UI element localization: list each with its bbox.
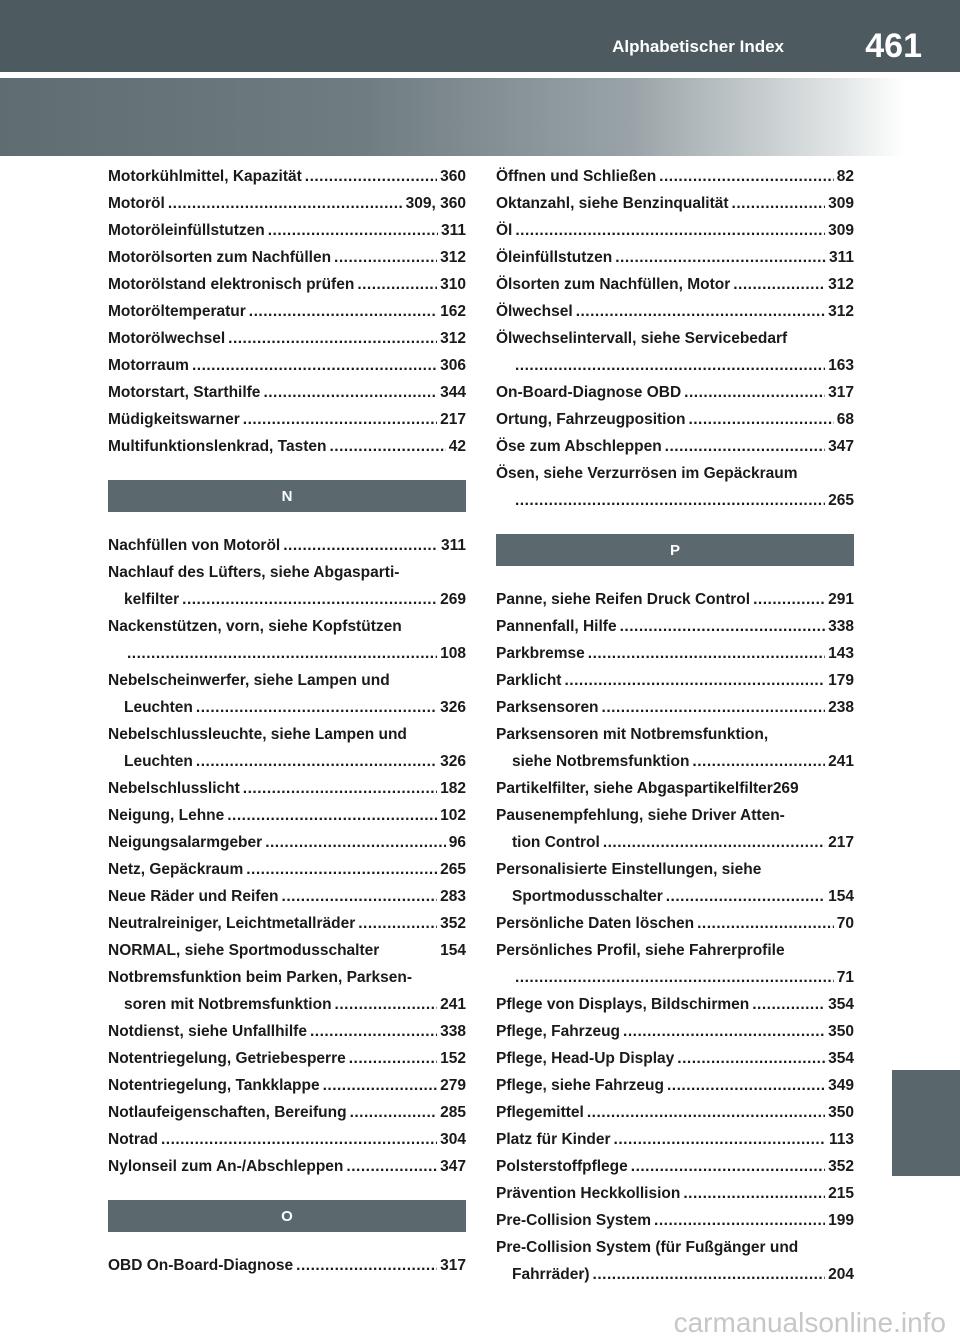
page-header-bar	[0, 0, 960, 72]
index-entry[interactable]: Ölsorten zum Nachfüllen, Motor ..... 312	[496, 271, 854, 298]
index-entry[interactable]: NORMAL, siehe Sportmodusschalter 154	[108, 942, 466, 959]
index-entry[interactable]: Neutralreiniger, Leichtmetallräder ..... 352	[108, 910, 466, 937]
index-entry[interactable]: Nachfüllen von Motoröl ..... 311	[108, 532, 466, 559]
index-entry[interactable]: Motorölsorten zum Nachfüllen ..... 312	[108, 244, 466, 271]
index-entry[interactable]: Motoröl ..... 309, 360	[108, 190, 466, 217]
index-entry[interactable]: Notbremsfunktion beim Parken, Parksen-	[108, 969, 413, 986]
thumb-index-tab	[892, 1070, 960, 1176]
index-entry[interactable]: Nylonseil zum An-/Abschleppen ..... 347	[108, 1153, 466, 1180]
index-entry-continuation[interactable]: ..... 71	[496, 964, 854, 991]
index-entry-continuation[interactable]: ..... 163	[496, 352, 854, 379]
index-entry[interactable]: Motorölwechsel ..... 312	[108, 325, 466, 352]
index-entry[interactable]: Platz für Kinder ..... 113	[496, 1126, 854, 1153]
index-entry[interactable]: Pflege, Head-Up Display ..... 354	[496, 1045, 854, 1072]
index-entry[interactable]: Pausenempfehlung, siehe Driver Atten-	[496, 807, 785, 824]
index-entry[interactable]: Panne, siehe Reifen Druck Control ..... 291	[496, 586, 854, 613]
index-entry[interactable]: Nebelschlussleuchte, siehe Lampen und	[108, 726, 407, 743]
index-entry[interactable]: Neigungsalarmgeber ..... 96	[108, 829, 466, 856]
index-entry[interactable]: Nebelschlusslicht ..... 182	[108, 775, 466, 802]
index-entry[interactable]: Prävention Heckkollision ..... 215	[496, 1180, 854, 1207]
index-entry[interactable]: Ölwechsel ..... 312	[496, 298, 854, 325]
index-entry-continuation[interactable]: Leuchten ..... 326	[108, 694, 466, 721]
index-entry[interactable]: Persönliches Profil, siehe Fahrerprofile	[496, 942, 785, 959]
index-entry-continuation[interactable]: Leuchten ..... 326	[108, 748, 466, 775]
index-entry[interactable]: Persönliche Daten löschen ..... 70	[496, 910, 854, 937]
index-entry[interactable]: Oktanzahl, siehe Benzinqualität ..... 309	[496, 190, 854, 217]
index-entry[interactable]: Polsterstoffpflege ..... 352	[496, 1153, 854, 1180]
index-entry[interactable]: Notrad ..... 304	[108, 1126, 466, 1153]
index-entry[interactable]: Pflege, siehe Fahrzeug ..... 349	[496, 1072, 854, 1099]
section-header-n: N	[108, 480, 466, 512]
section-header-o: O	[108, 1200, 466, 1232]
index-entry[interactable]: Öl ..... 309	[496, 217, 854, 244]
index-entry-continuation[interactable]: kelfilter ..... 269	[108, 586, 466, 613]
index-entry[interactable]: Öse zum Abschleppen ..... 347	[496, 433, 854, 460]
section-header-p: P	[496, 534, 854, 566]
index-entry[interactable]: Motorstart, Starthilfe ..... 344	[108, 379, 466, 406]
index-column-right	[496, 163, 854, 1288]
index-entry-continuation[interactable]: ..... 265	[496, 487, 854, 514]
index-entry[interactable]: Motorkühlmittel, Kapazität ..... 360	[108, 163, 466, 190]
index-entry[interactable]: Nackenstützen, vorn, siehe Kopfstützen	[108, 618, 402, 635]
index-entry[interactable]: On-Board-Diagnose OBD ..... 317	[496, 379, 854, 406]
index-entry[interactable]: Ölwechselintervall, siehe Servicebedarf	[496, 330, 788, 347]
index-column-left	[108, 163, 466, 1279]
index-entry[interactable]: Öffnen und Schließen ..... 82	[496, 163, 854, 190]
index-entry[interactable]: OBD On-Board-Diagnose ..... 317	[108, 1252, 466, 1279]
index-entry-continuation[interactable]: soren mit Notbremsfunktion ..... 241	[108, 991, 466, 1018]
index-entry[interactable]: Parkbremse ..... 143	[496, 640, 854, 667]
index-entry-continuation[interactable]: Fahrräder) ..... 204	[496, 1261, 854, 1288]
index-entry[interactable]: Parklicht ..... 179	[496, 667, 854, 694]
index-entry[interactable]: Personalisierte Einstellungen, siehe	[496, 861, 762, 878]
index-entry[interactable]: Müdigkeitswarner ..... 217	[108, 406, 466, 433]
index-entry[interactable]: Motoröltemperatur ..... 162	[108, 298, 466, 325]
index-entry[interactable]: Pflege von Displays, Bildschirmen ..... 354	[496, 991, 854, 1018]
index-entry[interactable]: Pre-Collision System ..... 199	[496, 1207, 854, 1234]
index-entry[interactable]: Nebelscheinwerfer, siehe Lampen und	[108, 672, 390, 689]
index-entry-continuation[interactable]: siehe Notbremsfunktion ..... 241	[496, 748, 854, 775]
index-entry[interactable]: Notentriegelung, Getriebesperre ..... 152	[108, 1045, 466, 1072]
header-banner	[0, 78, 905, 156]
index-entry[interactable]: Notlaufeigenschaften, Bereifung ..... 285	[108, 1099, 466, 1126]
index-entry[interactable]: Öleinfüllstutzen ..... 311	[496, 244, 854, 271]
index-entry[interactable]: Neue Räder und Reifen ..... 283	[108, 883, 466, 910]
index-entry[interactable]: Parksensoren mit Notbremsfunktion,	[496, 726, 769, 743]
index-entry[interactable]: Pflege, Fahrzeug ..... 350	[496, 1018, 854, 1045]
index-entry-continuation[interactable]: ..... 108	[108, 640, 466, 667]
index-entry[interactable]: Motoröleinfüllstutzen ..... 311	[108, 217, 466, 244]
index-entry[interactable]: Ortung, Fahrzeugposition ..... 68	[496, 406, 854, 433]
index-entry[interactable]: Nachlauf des Lüfters, siehe Abgasparti-	[108, 564, 400, 581]
index-entry[interactable]: Motorölstand elektronisch prüfen ..... 310	[108, 271, 466, 298]
page-number: 461	[865, 27, 922, 65]
index-entry[interactable]: Pflegemittel ..... 350	[496, 1099, 854, 1126]
index-entry[interactable]: Multifunktionslenkrad, Tasten ..... 42	[108, 433, 466, 460]
index-entry[interactable]: Ösen, siehe Verzurrösen im Gepäckraum	[496, 465, 798, 482]
watermark: carmanualsonline.info	[673, 1307, 946, 1338]
index-entry[interactable]: Netz, Gepäckraum ..... 265	[108, 856, 466, 883]
index-entry[interactable]: Notdienst, siehe Unfallhilfe ..... 338	[108, 1018, 466, 1045]
index-entry[interactable]: Pannenfall, Hilfe ..... 338	[496, 613, 854, 640]
index-entry[interactable]: Notentriegelung, Tankklappe ..... 279	[108, 1072, 466, 1099]
index-entry-continuation[interactable]: Sportmodusschalter ..... 154	[496, 883, 854, 910]
index-entry[interactable]: Pre-Collision System (für Fußgänger und	[496, 1239, 799, 1256]
index-entry[interactable]: Motorraum ..... 306	[108, 352, 466, 379]
page-header-title: Alphabetischer Index	[612, 37, 784, 56]
index-entry[interactable]: Partikelfilter, siehe Abgaspartikelfilter269	[496, 780, 799, 797]
index-entry[interactable]: Parksensoren ..... 238	[496, 694, 854, 721]
index-entry[interactable]: Neigung, Lehne ..... 102	[108, 802, 466, 829]
index-entry-continuation[interactable]: tion Control ..... 217	[496, 829, 854, 856]
